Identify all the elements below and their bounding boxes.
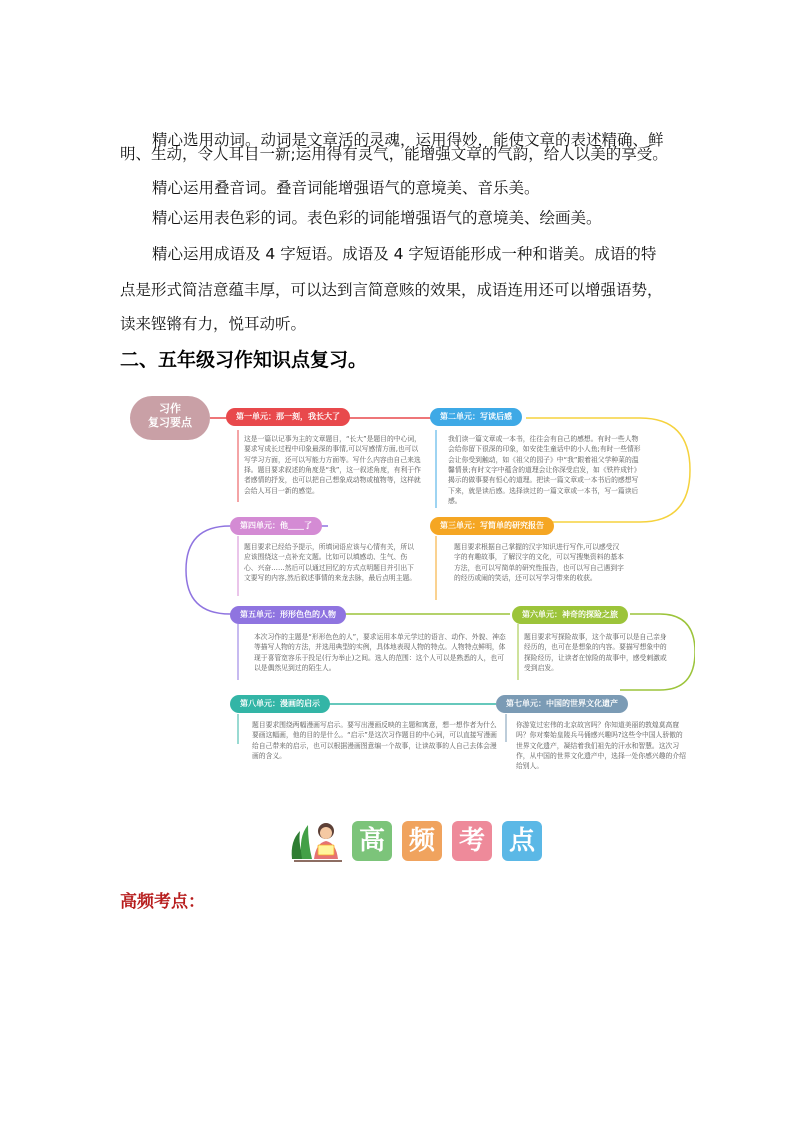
unit4-label: 第四单元：他____了	[230, 517, 322, 535]
banner-char-kao: 考	[452, 821, 492, 861]
paragraph-verbs-line1: 精心选用动词。动词是文章活的灵魂，运用得妙，能使文章的表述精确、鲜	[152, 131, 664, 149]
unit7-desc: 你游览过宏伟的北京故宫吗？你知道美丽的敦煌莫高窟吗？你对秦始皇陵兵马俑感兴趣吗?这些令中国人骄傲的世界文化遗产，凝结着我们祖先的汗水和智慧。这次习作，从中国的世界文化遗产中，选择一处你感兴趣的介绍给别人。	[516, 721, 686, 771]
paragraph-idioms-line2: 点是形式简洁意蕴丰厚，可以达到言简意赅的效果，成语连用还可以增强语势，	[120, 281, 663, 299]
reading-girl-icon	[286, 815, 348, 865]
unit2-label: 第二单元：写读后感	[430, 408, 522, 426]
banner-char-dian: 点	[502, 821, 542, 861]
unit7-label: 第七单元：中国的世界文化遗产	[496, 695, 628, 713]
unit4-desc: 题目要求已经给予提示，所填词语应该与心情有关，所以应该围绕这一点补充文题。比如可以填感动、生气、伤心、兴奋……然后可以通过回忆的方式点明题目并引出下文要写的内容,然后叙述事情的来龙去脉，最后点明主题。	[244, 543, 417, 582]
unit8-desc: 题目要求围绕两幅漫画写启示。要写出漫画反映的主题和寓意，想一想作者为什么要画这幅画，他的目的是什么。“启示”是这次习作题目的中心词，可以直接写漫画给自己带来的启示，也可以根据漫画图意编一个故事，让读故事的人自己去体会漫画的含义。	[252, 721, 497, 760]
root-label-line2: 复习要点	[148, 416, 192, 430]
high-frequency-heading: 高频考点：	[120, 892, 205, 912]
paragraph-idioms-line1: 精心运用成语及 4 字短语。成语及 4 字短语能形成一种和谐美。成语的特	[152, 245, 657, 263]
unit3-label: 第三单元：写简单的研究报告	[430, 517, 554, 535]
mindmap-root	[130, 396, 210, 440]
unit6-desc: 题目要求写探险故事，这个故事可以是自己亲身经历的，也可在是想象的内容。要描写想象中的探险经历，让读者在惊险的故事中，感受刺激或受到启发。	[524, 633, 667, 672]
section-title: 二、五年级习作知识点复习。	[120, 349, 368, 371]
paragraph-verbs-line2: 明、生动，令人耳目一新;运用得有灵气，能增强文章的气韵，给人以美的享受。	[120, 145, 668, 163]
unit1-label: 第一单元：那一刻，我长大了	[226, 408, 350, 426]
unit3-desc: 题目要求根据自己掌握的汉字知识进行写作,可以感受汉字的有趣故事，了解汉字的文化，可以写搜集资料的基本方法，也可以写简单的研究性报告，也可以写自己遇到字的经历或闹的笑话，还可以写学习带来的收获。	[454, 543, 624, 582]
root-label-line1: 习作	[159, 402, 181, 415]
unit2-desc: 我们读一篇文章或一本书，往往会有自己的感想。有时一些人物会给你留下很深的印象，如安徒生童话中的小人鱼;有时一些情形会让你受到触动，如《祖父的园子》中“我”跟着祖父学种菜的温馨情景;有时文字中蕴含的道理会让你深受启发，如《铁杵成针》揭示的做事要有恒心的道理。把读一篇文章或一本书后的感想写下来，就是读后感。选择读过的一篇文章或一本书，写一篇读后感。	[448, 435, 641, 505]
unit8-label: 第八单元：漫画的启示	[230, 695, 330, 713]
unit1-desc: 这是一篇以记事为主的文章题目，“长大”是题目的中心词，要求写成长过程中印象最深的事情,可以写感情方面,也可以写学习方面，还可以写能力方面等。写什么内容由自己来选择。题目要求叙述的角度是“我”，这一叙述角度，有利于作者感情的抒发，也可以把自己想象成动物或植物等，这样就会给人耳目一新的感觉。	[244, 435, 421, 495]
writing-review-mindmap	[120, 390, 695, 771]
banner-char-gao: 高	[352, 821, 392, 861]
paragraph-color-words: 精心运用表色彩的词。表色彩的词能增强语气的意境美、绘画美。	[152, 209, 602, 227]
unit6-label: 第六单元：神奇的探险之旅	[512, 606, 628, 624]
high-frequency-banner	[286, 815, 546, 865]
paragraph-idioms-line3: 读来铿锵有力，悦耳动听。	[120, 315, 307, 333]
paragraph-reduplicated: 精心运用叠音词。叠音词能增强语气的意境美、音乐美。	[152, 179, 540, 197]
unit5-desc: 本次习作的主题是“形形色色的人”，要求运用本单元学过的语言、动作、外貌、神态等描写人物的方法，并选用典型的实例，具体地表现人物的特点。人物特点鲜明，体现于喜管宽容乐于投足(行为举止)之间。选人的范围：这个人可以是熟悉的人，也可以是偶然见到过的陌生人。	[254, 633, 506, 672]
banner-char-pin: 频	[402, 821, 442, 861]
unit5-label: 第五单元：形形色色的人物	[230, 606, 346, 624]
